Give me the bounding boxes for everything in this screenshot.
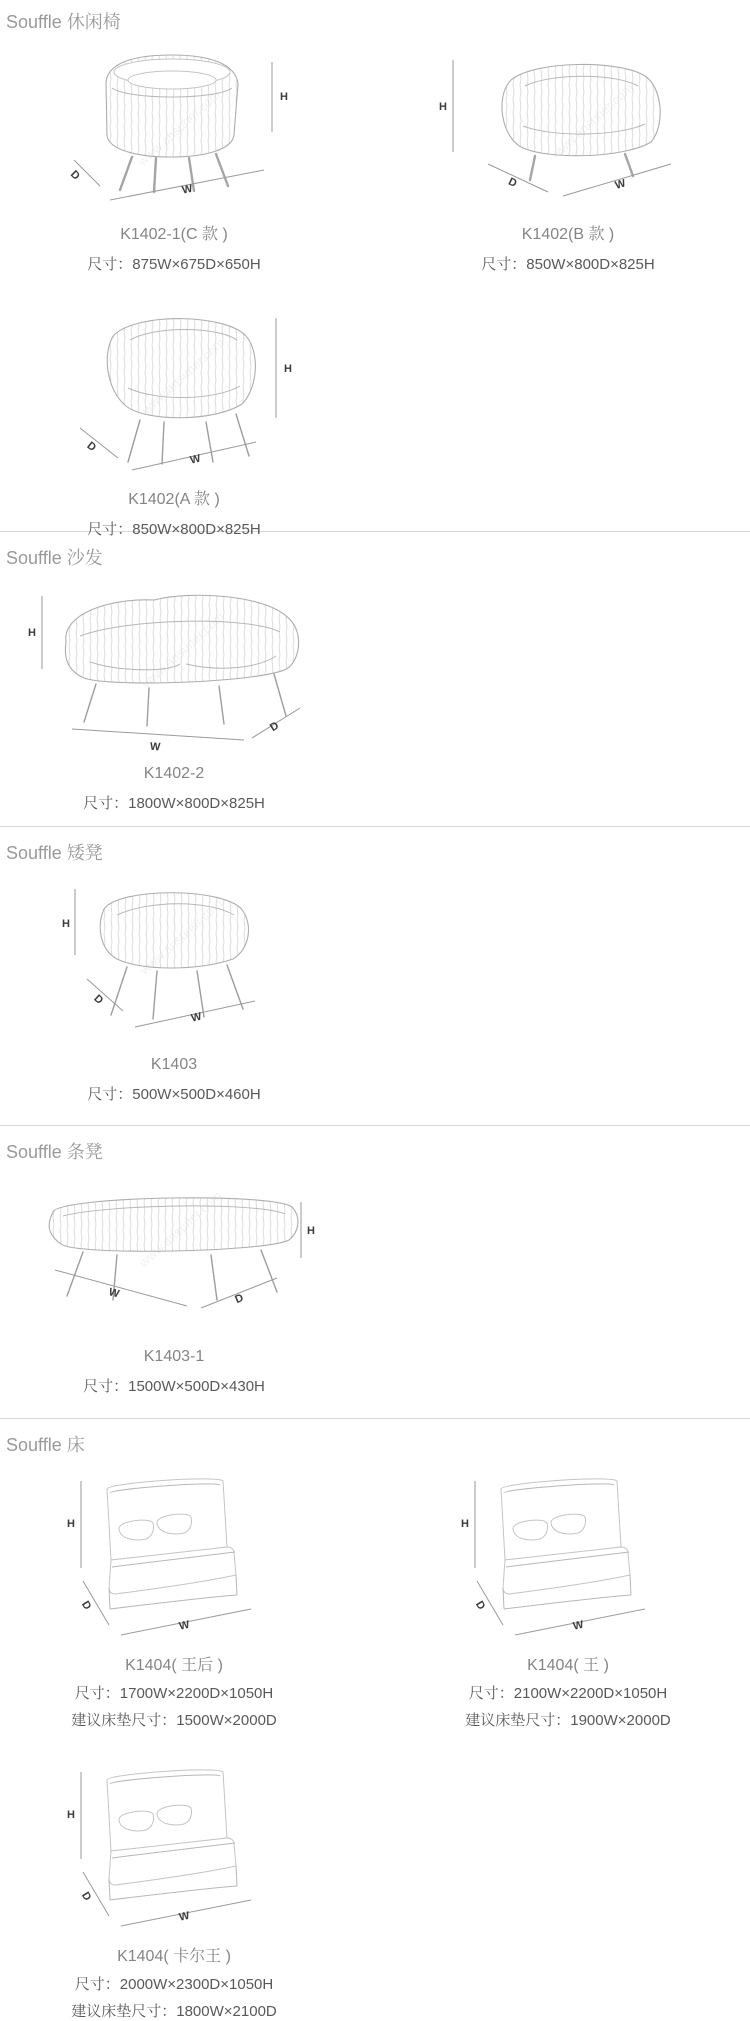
dim-d-label: D [84, 439, 99, 454]
section-title: Souffle 床 [6, 1435, 85, 1455]
sofa-sketch [24, 574, 324, 754]
section-title: Souffle 休闲椅 [6, 12, 121, 32]
product-mattress-size: 建议床垫尺寸：1500W×2000D [71, 1712, 277, 1729]
dim-w-label: W [181, 182, 194, 197]
bed-sketch [59, 1463, 289, 1643]
dim-w-label: W [188, 452, 202, 467]
product-size: 尺寸：850W×800D×825H [87, 521, 261, 538]
product-item [4, 1172, 344, 1396]
dim-w-label: W [189, 1010, 203, 1025]
bench-sketch [29, 1172, 319, 1337]
product-size: 尺寸：1800W×800D×825H [83, 795, 265, 812]
section-bed [0, 1418, 750, 2020]
chair-b-figure [433, 40, 703, 215]
section-title: Souffle 沙发 [6, 548, 103, 568]
section-sofa [0, 531, 750, 826]
section-low-stool [0, 826, 750, 1125]
product-item [4, 40, 344, 274]
dim-d-label: D [233, 1291, 246, 1306]
product-item [4, 1463, 344, 1730]
dim-h-label: H [307, 1225, 315, 1237]
product-size: 尺寸：2000W×2300D×1050H [74, 1976, 274, 1993]
product-size: 尺寸：2100W×2200D×1050H [468, 1685, 668, 1702]
row [4, 1754, 750, 2021]
section-bench [0, 1125, 750, 1418]
product-item [4, 875, 344, 1104]
product-model: K1404( 王 ) [527, 1657, 609, 1674]
dim-d-label: D [67, 168, 83, 183]
row [4, 1172, 750, 1396]
product-model: K1404( 卡尔王 ) [117, 1948, 231, 1965]
product-model: K1404( 王后 ) [125, 1657, 223, 1674]
dim-d-label: D [472, 1598, 488, 1613]
row [4, 40, 750, 274]
dim-d-label: D [78, 1889, 94, 1904]
sofa-figure [24, 574, 324, 759]
product-model: K1403 [150, 1056, 198, 1073]
dim-w-label: W [149, 740, 161, 754]
chair-a-figure [44, 300, 304, 480]
chair-c-sketch [44, 40, 304, 210]
product-item [4, 300, 344, 539]
stool-figure [59, 875, 289, 1050]
chair-b-sketch [433, 40, 703, 210]
stool-sketch [59, 875, 289, 1045]
row [4, 875, 750, 1104]
dim-w-label: W [572, 1618, 585, 1633]
product-model: K1403-1 [143, 1348, 205, 1365]
section-title: Souffle 条凳 [6, 1142, 103, 1162]
product-size: 尺寸：850W×800D×825H [481, 256, 655, 273]
product-mattress-size: 建议床垫尺寸：1900W×2000D [465, 1712, 671, 1729]
bed-cal-king-figure [59, 1754, 289, 1939]
chair-a-sketch [44, 300, 304, 475]
product-size: 尺寸：500W×500D×460H [87, 1086, 261, 1103]
product-size: 尺寸：1700W×2200D×1050H [74, 1685, 274, 1702]
dim-w-label: W [613, 177, 628, 192]
bench-figure [29, 1172, 319, 1342]
section-title: Souffle 矮凳 [6, 843, 103, 863]
dim-h-label: H [28, 627, 36, 639]
row [4, 574, 750, 813]
product-item [4, 574, 344, 813]
dim-d-label: D [506, 175, 519, 191]
bed-sketch [59, 1754, 289, 1934]
product-model: K1402-2 [143, 765, 205, 782]
product-item [4, 1754, 344, 2021]
dim-d-label: D [78, 1598, 94, 1613]
dim-h-label: H [280, 91, 288, 103]
dim-h-label: H [67, 1809, 75, 1821]
product-model: K1402(A 款 ) [128, 491, 220, 508]
row [4, 300, 750, 539]
dim-d-label: D [267, 719, 282, 735]
dim-h-label: H [62, 918, 70, 930]
chair-c-figure [44, 40, 304, 215]
dim-h-label: H [439, 101, 447, 113]
dim-w-label: W [178, 1618, 191, 1633]
bed-queen-figure [59, 1463, 289, 1648]
product-model: K1402-1(C 款 ) [120, 226, 228, 243]
product-item [398, 40, 738, 274]
bed-king-figure [453, 1463, 683, 1648]
dim-d-label: D [91, 992, 106, 1007]
dim-h-label: H [461, 1518, 469, 1530]
product-size: 尺寸：875W×675D×650H [87, 256, 261, 273]
dim-h-label: H [284, 363, 292, 375]
dim-w-label: W [107, 1286, 121, 1301]
product-mattress-size: 建议床垫尺寸：1800W×2100D [71, 2003, 277, 2020]
dim-w-label: W [178, 1909, 191, 1924]
section-lounge-chair [0, 8, 750, 538]
bed-sketch [453, 1463, 683, 1643]
row [4, 1463, 750, 1730]
dim-h-label: H [67, 1518, 75, 1530]
product-size: 尺寸：1500W×500D×430H [83, 1378, 265, 1395]
product-item [398, 1463, 738, 1730]
product-model: K1402(B 款 ) [521, 226, 615, 243]
